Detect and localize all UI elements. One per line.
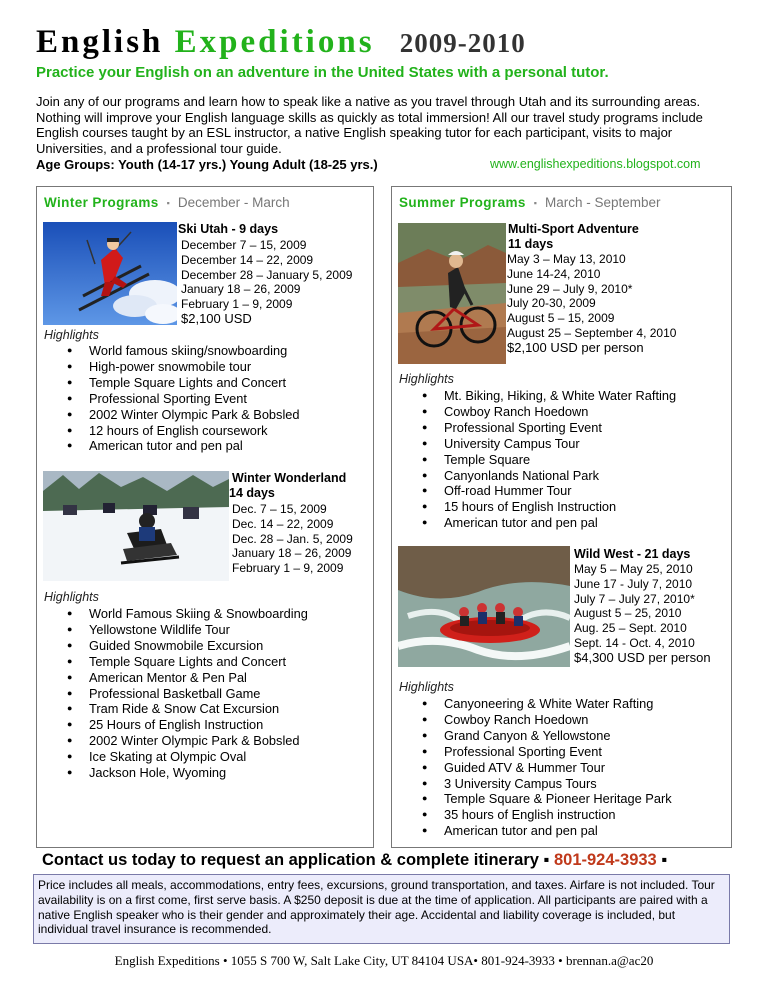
ski-utah-dates: [181, 238, 352, 312]
page-title: [36, 22, 526, 63]
date-row: July 20-30, 2009: [507, 296, 596, 311]
wild-west-highlights-label: Highlights: [399, 680, 454, 694]
date-row: Dec. 7 – 15, 2009: [232, 502, 327, 516]
date-row: June 14-24, 2010: [507, 266, 601, 281]
date-row: May 3 – May 13, 2010: [507, 252, 626, 266]
list-item: ● Canyoneering & White Water Rafting: [400, 696, 672, 712]
list-item: ● American Mentor & Pen Pal: [45, 670, 308, 686]
list-item: ● American tutor and pen pal: [400, 823, 672, 839]
list-item: ● 35 hours of English instruction: [400, 807, 672, 823]
contact-phone[interactable]: 801-924-3933: [553, 851, 657, 869]
list-item: ● 12 hours of English coursework: [45, 423, 300, 439]
multi-sport-name: Multi-Sport Adventure: [508, 222, 639, 236]
age-groups: Age Groups: Youth (14-17 yrs.) Young Adult (18-25 yrs.): [36, 157, 378, 172]
list-item: ● Tram Ride & Snow Cat Excursion: [45, 701, 308, 717]
contact-line: [42, 851, 667, 870]
date-row: Aug. 25 – Sept. 2010: [574, 621, 687, 636]
winter-wonderland-highlights: [45, 606, 308, 781]
multi-sport-title: [508, 222, 639, 252]
list-item: ● Yellowstone Wildlife Tour: [45, 622, 308, 638]
rafting-icon: [398, 546, 570, 667]
date-row: Sept. 14 - Oct. 4, 2010: [574, 635, 695, 650]
wild-west-photo: [398, 546, 570, 667]
winter-section-range: December - March: [177, 195, 290, 210]
summer-section-header: [399, 195, 661, 210]
winter-section-name: Winter Programs: [44, 195, 159, 210]
multi-sport-highlights: [400, 388, 676, 531]
date-row: January 18 – 26, 2009: [181, 282, 301, 297]
date-row: December 14 – 22, 2009: [181, 252, 314, 267]
multi-sport-highlights-label: Highlights: [399, 372, 454, 386]
list-item: ● Temple Square: [400, 452, 676, 468]
list-item: ● Mt. Biking, Hiking, & White Water Rafting: [400, 388, 676, 404]
ski-utah-price: $2,100 USD: [181, 311, 252, 326]
date-row: December 7 – 15, 2009: [181, 238, 307, 252]
wild-west-dates: [574, 562, 695, 651]
title-english: English: [36, 24, 164, 60]
fine-print: Price includes all meals, accommodations, entry fees, excursions, ground transportation, and taxes. Airfare is not included. Tour availability is on a first come, first serve basis. A $250 deposit is due at the time of application. All participants are paired with a native English speaker who is their gender and approximately their age. Accidental and liability coverage is included, but individual travel insurance is recommended.: [33, 874, 730, 944]
title-years: 2009-2010: [399, 28, 526, 58]
list-item: ● Temple Square Lights and Concert: [45, 654, 308, 670]
list-item: ● Guided ATV & Hummer Tour: [400, 760, 672, 776]
date-row: Dec. 14 – 22, 2009: [232, 516, 334, 531]
date-row: Dec. 28 – Jan. 5, 2009: [232, 531, 353, 546]
list-item: ● Ice Skating at Olympic Oval: [45, 749, 308, 765]
list-item: ● American tutor and pen pal: [45, 438, 300, 454]
title-expeditions: Expeditions: [174, 24, 375, 60]
ski-utah-photo: [43, 222, 177, 325]
list-item: ● 15 hours of English Instruction: [400, 499, 676, 515]
winter-wonderland-dates: [232, 502, 353, 576]
website-link[interactable]: www.englishexpeditions.blogspot.com: [490, 157, 701, 171]
list-item: ● 2002 Winter Olympic Park & Bobsled: [45, 407, 300, 423]
winter-wonderland-duration: 14 days: [229, 486, 275, 500]
list-item: ● 2002 Winter Olympic Park & Bobsled: [45, 733, 308, 749]
winter-wonderland-highlights-label: Highlights: [44, 590, 99, 604]
list-item: ● Cowboy Ranch Hoedown: [400, 712, 672, 728]
intro-paragraph: Join any of our programs and learn how to speak like a native as you travel through Utah and its surrounding areas. Nothing will improve your English language skills as quickly as total immersion! All our travel study programs include English courses taught by an ESL instructor, a native English speaking tutor for each participant, visits to major Universities, and a professional tour guide.: [36, 94, 703, 156]
winter-section-dot: ▪: [166, 198, 170, 209]
list-item: ● American tutor and pen pal: [400, 515, 676, 531]
date-row: July 7 – July 27, 2010*: [574, 591, 695, 606]
list-item: ● Temple Square & Pioneer Heritage Park: [400, 791, 672, 807]
winter-wonderland-title: [229, 471, 347, 501]
winter-wonderland-name: Winter Wonderland: [232, 471, 347, 485]
winter-section-header: [44, 195, 290, 210]
list-item: ● Professional Sporting Event: [45, 391, 300, 407]
list-item: ● Canyonlands National Park: [400, 468, 676, 484]
list-item: ● Jackson Hole, Wyoming: [45, 765, 308, 781]
list-item: ● Professional Sporting Event: [400, 420, 676, 436]
multi-sport-photo: [398, 223, 506, 364]
list-item: ● Cowboy Ranch Hoedown: [400, 404, 676, 420]
ski-utah-title: Ski Utah - 9 days: [178, 222, 279, 236]
date-row: August 5 – 25, 2010: [574, 606, 682, 621]
list-item: ● Professional Sporting Event: [400, 744, 672, 760]
winter-wonderland-photo: [43, 471, 229, 581]
list-item: ● Professional Basketball Game: [45, 686, 308, 702]
multi-sport-dates: [507, 252, 676, 341]
date-row: August 25 – September 4, 2010: [507, 325, 677, 340]
mountain-bike-icon: [398, 223, 506, 364]
date-row: December 28 – January 5, 2009: [181, 267, 353, 282]
list-item: ● Guided Snowmobile Excursion: [45, 638, 308, 654]
wild-west-highlights: [400, 696, 672, 839]
list-item: ● World Famous Skiing & Snowboarding: [45, 606, 308, 622]
multi-sport-price: $2,100 USD per person: [507, 340, 644, 355]
contact-dot: ▪: [543, 851, 550, 869]
list-item: ● 25 Hours of English Instruction: [45, 717, 308, 733]
summer-section-range: March - September: [545, 195, 661, 210]
multi-sport-duration: 11 days: [508, 237, 554, 251]
subtitle: Practice your English on an adventure in the United States with a personal tutor.: [36, 64, 609, 81]
date-row: June 29 – July 9, 2010*: [507, 281, 633, 296]
list-item: ● High-power snowmobile tour: [45, 359, 300, 375]
skier-icon: [43, 222, 177, 325]
ski-utah-highlights: [45, 343, 300, 454]
date-row: June 17 - July 7, 2010: [574, 576, 693, 591]
wild-west-title: Wild West - 21 days: [574, 547, 691, 561]
contact-text: Contact us today to request an application & complete itinerary: [42, 851, 539, 869]
list-item: ● Off-road Hummer Tour: [400, 483, 676, 499]
list-item: ● Temple Square Lights and Concert: [45, 375, 300, 391]
date-row: May 5 – May 25, 2010: [574, 562, 693, 576]
footer-address: English Expeditions • 1055 S 700 W, Salt Lake City, UT 84104 USA• 801-924-3933 • brennan.a@ac20: [114, 953, 654, 968]
list-item: ● Grand Canyon & Yellowstone: [400, 728, 672, 744]
date-row: January 18 – 26, 2009: [232, 546, 352, 561]
date-row: August 5 – 15, 2009: [507, 311, 615, 326]
date-row: February 1 – 9, 2009: [232, 561, 344, 576]
list-item: ● World famous skiing/snowboarding: [45, 343, 300, 359]
contact-dot-end: ▪: [661, 851, 668, 869]
wild-west-price: $4,300 USD per person: [574, 650, 711, 665]
summer-section-name: Summer Programs: [399, 195, 526, 210]
snowmobile-icon: [43, 471, 229, 581]
list-item: ● University Campus Tour: [400, 436, 676, 452]
summer-section-dot: ▪: [533, 198, 537, 209]
ski-utah-highlights-label: Highlights: [44, 328, 99, 342]
date-row: February 1 – 9, 2009: [181, 297, 293, 312]
list-item: ● 3 University Campus Tours: [400, 776, 672, 792]
